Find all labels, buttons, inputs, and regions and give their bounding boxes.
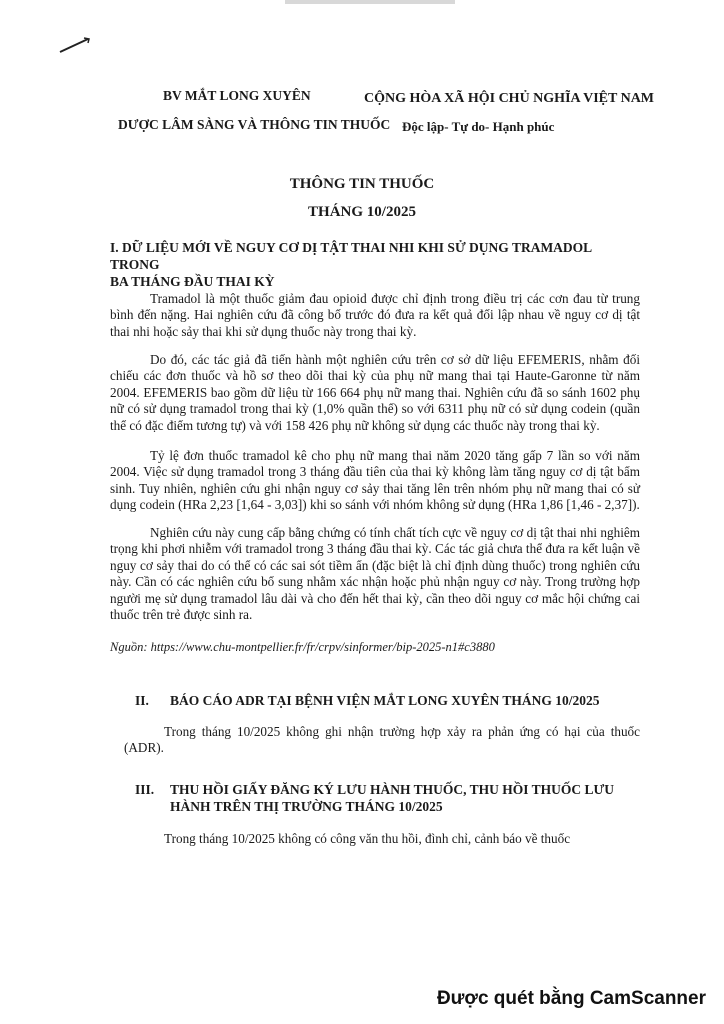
section3-heading-line1: THU HỒI GIẤY ĐĂNG KÝ LƯU HÀNH THUỐC, THU HỒI THUỐC LƯU [170, 782, 615, 797]
source-link: Nguồn: https://www.chu-montpellier.fr/fr/crpv/sinformer/bip-2025-n1#c3880 [110, 640, 495, 654]
page-month: THÁNG 10/2025 [308, 204, 416, 220]
scan-edge-mark [285, 0, 455, 4]
section1-paragraph: Nghiên cứu này cung cấp bằng chứng có tính chất tích cực về nguy cơ dị tật thai nhi nghiêm trọng khi phơi nhiễm với tramadol trong 3 tháng đầu thai kỳ. Các tác giả chưa thể đưa ra kết luận về nguy cơ sảy thai do có thể có các sai sót tiềm ẩn (đặc biệt là chỉ định dùng thuốc) trong nghiên cứu này. Cần có các nghiên cứu bổ sung nhằm xác nhận hoặc phủ nhận nguy cơ này. Trong trường hợp người mẹ sử dụng tramadol lâu dài và cho đến hết thai kỳ, cần theo dõi nguy cơ mắc hội chứng cai thuốc trên trẻ được sinh ra. [110, 525, 640, 623]
camscanner-watermark: Được quét bằng CamScanner [436, 988, 706, 1009]
section1-heading-line1: I. DỮ LIỆU MỚI VỀ NGUY CƠ DỊ TẬT THAI NHI KHI SỬ DỤNG TRAMADOL TRONG [110, 240, 592, 272]
section3-heading-line2: HÀNH TRÊN THỊ TRƯỜNG THÁNG 10/2025 [170, 799, 443, 814]
section1-paragraph: Tramadol là một thuốc giảm đau opioid được chỉ định trong điều trị các cơn đau từ trung bình đến nặng. Hai nghiên cứu đã công bố trước đó đưa ra kết quả đối lập nhau về nguy cơ dị tật thai nhi hoặc sảy thai khi sử dụng thuốc này trong thai kỳ. [110, 291, 640, 339]
department-name: DƯỢC LÂM SÀNG VÀ THÔNG TIN THUỐC [118, 117, 391, 132]
section3-heading [170, 781, 650, 815]
section2-heading: BÁO CÁO ADR TẠI BỆNH VIỆN MẮT LONG XUYÊN THÁNG 10/2025 [170, 693, 600, 708]
section1-heading-line2: BA THÁNG ĐẦU THAI KỲ [110, 274, 275, 289]
section1-paragraph: Tỷ lệ đơn thuốc tramadol kê cho phụ nữ mang thai năm 2020 tăng gấp 7 lần so với năm 2004. Việc sử dụng tramadol trong 3 tháng đầu tiên của thai kỳ không làm tăng nguy cơ dị tật bẩm sinh. Tuy nhiên, nghiên cứu ghi nhận nguy cơ sảy thai tăng lên trên nhóm phụ nữ mang thai có sử dụng codein (HRa 2,23 [1,64 - 3,03]) khi so sánh với nhóm không sử dụng (HRa 1,86 [1,46 - 2,37]). [110, 448, 640, 513]
section1-paragraph: Do đó, các tác giả đã tiến hành một nghiên cứu trên cơ sở dữ liệu EFEMERIS, nhằm đối chiếu các đơn thuốc và hồ sơ theo dõi thai kỳ của phụ nữ mang thai tại Haute-Garonne từ năm 2004. EFEMERIS bao gồm dữ liệu từ 166 664 phụ nữ mang thai. Nghiên cứu đã so sánh 1602 phụ nữ có sử dụng tramadol trong thai kỳ (1,0% quần thể) so với 6311 phụ nữ có sử dụng codein (quần thể có đặc điểm tương tự) và với 158 426 phụ nữ không sử dụng các thuốc này trong thai kỳ. [110, 352, 640, 433]
pen-stroke-mark [58, 36, 92, 56]
section2-number: II. [135, 693, 149, 708]
section3-number: III. [135, 782, 155, 797]
republic-name: CỘNG HÒA XÃ HỘI CHỦ NGHĨA VIỆT NAM [364, 91, 655, 106]
hospital-name: BV MẮT LONG XUYÊN [163, 88, 311, 103]
section1-heading [110, 239, 640, 290]
section2-text: Trong tháng 10/2025 không ghi nhận trường hợp xảy ra phản ứng có hại của thuốc (ADR). [124, 724, 640, 756]
page-title: THÔNG TIN THUỐC [289, 176, 435, 192]
national-motto: Độc lập- Tự do- Hạnh phúc [402, 119, 555, 134]
section3-text: Trong tháng 10/2025 không có công văn thu hồi, đình chỉ, cảnh báo về thuốc [164, 831, 571, 846]
